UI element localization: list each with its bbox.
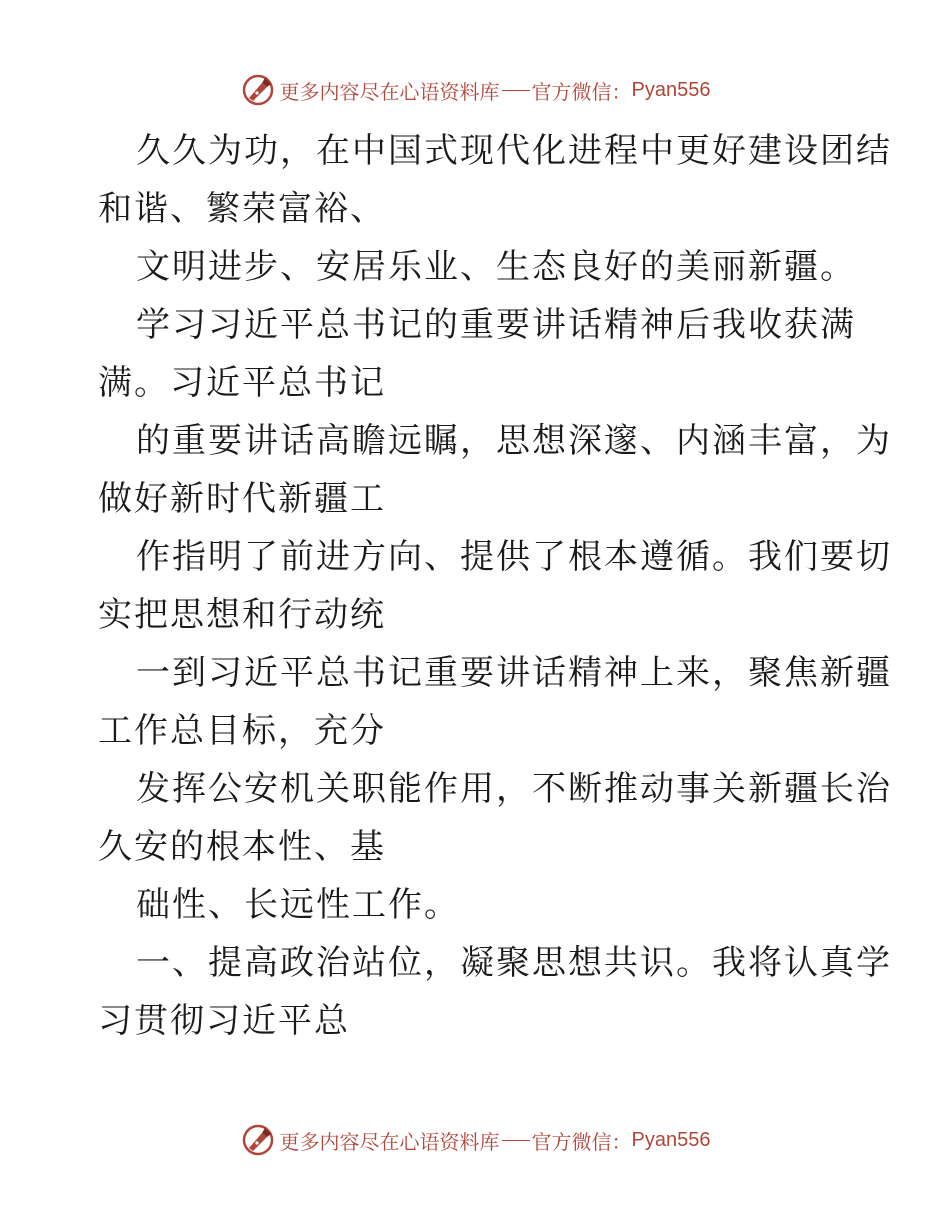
text-line: 习贯彻习近平总 [98,1001,350,1041]
text-line: 作指明了前进方向、提供了根本遵循。我们要切 [136,537,892,577]
brand-text: 更多内容尽在心语资料库 [279,79,500,104]
header-banner [0,70,950,110]
text-line: 的重要讲话高瞻远瞩，思想深邃、内涵丰富，为 [136,421,892,461]
wechat-label: 官方微信： [531,1129,632,1154]
text-line: 做好新时代新疆工 [98,479,386,519]
text-line: 一到习近平总书记重要讲话精神上来，聚焦新疆 [136,653,892,693]
footer-banner [0,1120,950,1160]
text-line: 文明进步、安居乐业、生态良好的美丽新疆。 [136,247,856,287]
divider [502,90,530,91]
pen-nib-logo-icon [240,1122,276,1158]
brand-text: 更多内容尽在心语资料库 [279,1129,500,1154]
text-line: 和谐、繁荣富裕、 [98,189,386,229]
text-line: 一、提高政治站位，凝聚思想共识。我将认真学 [136,943,892,983]
text-line: 久久为功，在中国式现代化进程中更好建设团结 [136,131,892,171]
text-line: 发挥公安机关职能作用，不断推动事关新疆长治 [136,769,892,809]
document-body [98,122,892,1050]
wechat-handle: Pyan556 [631,78,711,101]
divider [502,1140,530,1141]
text-line: 实把思想和行动统 [98,595,386,635]
text-line: 满。习近平总书记 [98,363,386,403]
wechat-label: 官方微信： [531,79,632,104]
text-line: 础性、长远性工作。 [136,885,460,925]
text-line: 久安的根本性、基 [98,827,386,867]
text-line: 工作总目标，充分 [98,711,386,751]
text-line: 学习习近平总书记的重要讲话精神后我收获满 [136,305,856,345]
pen-nib-logo-icon [240,72,276,108]
wechat-handle: Pyan556 [631,1128,711,1151]
